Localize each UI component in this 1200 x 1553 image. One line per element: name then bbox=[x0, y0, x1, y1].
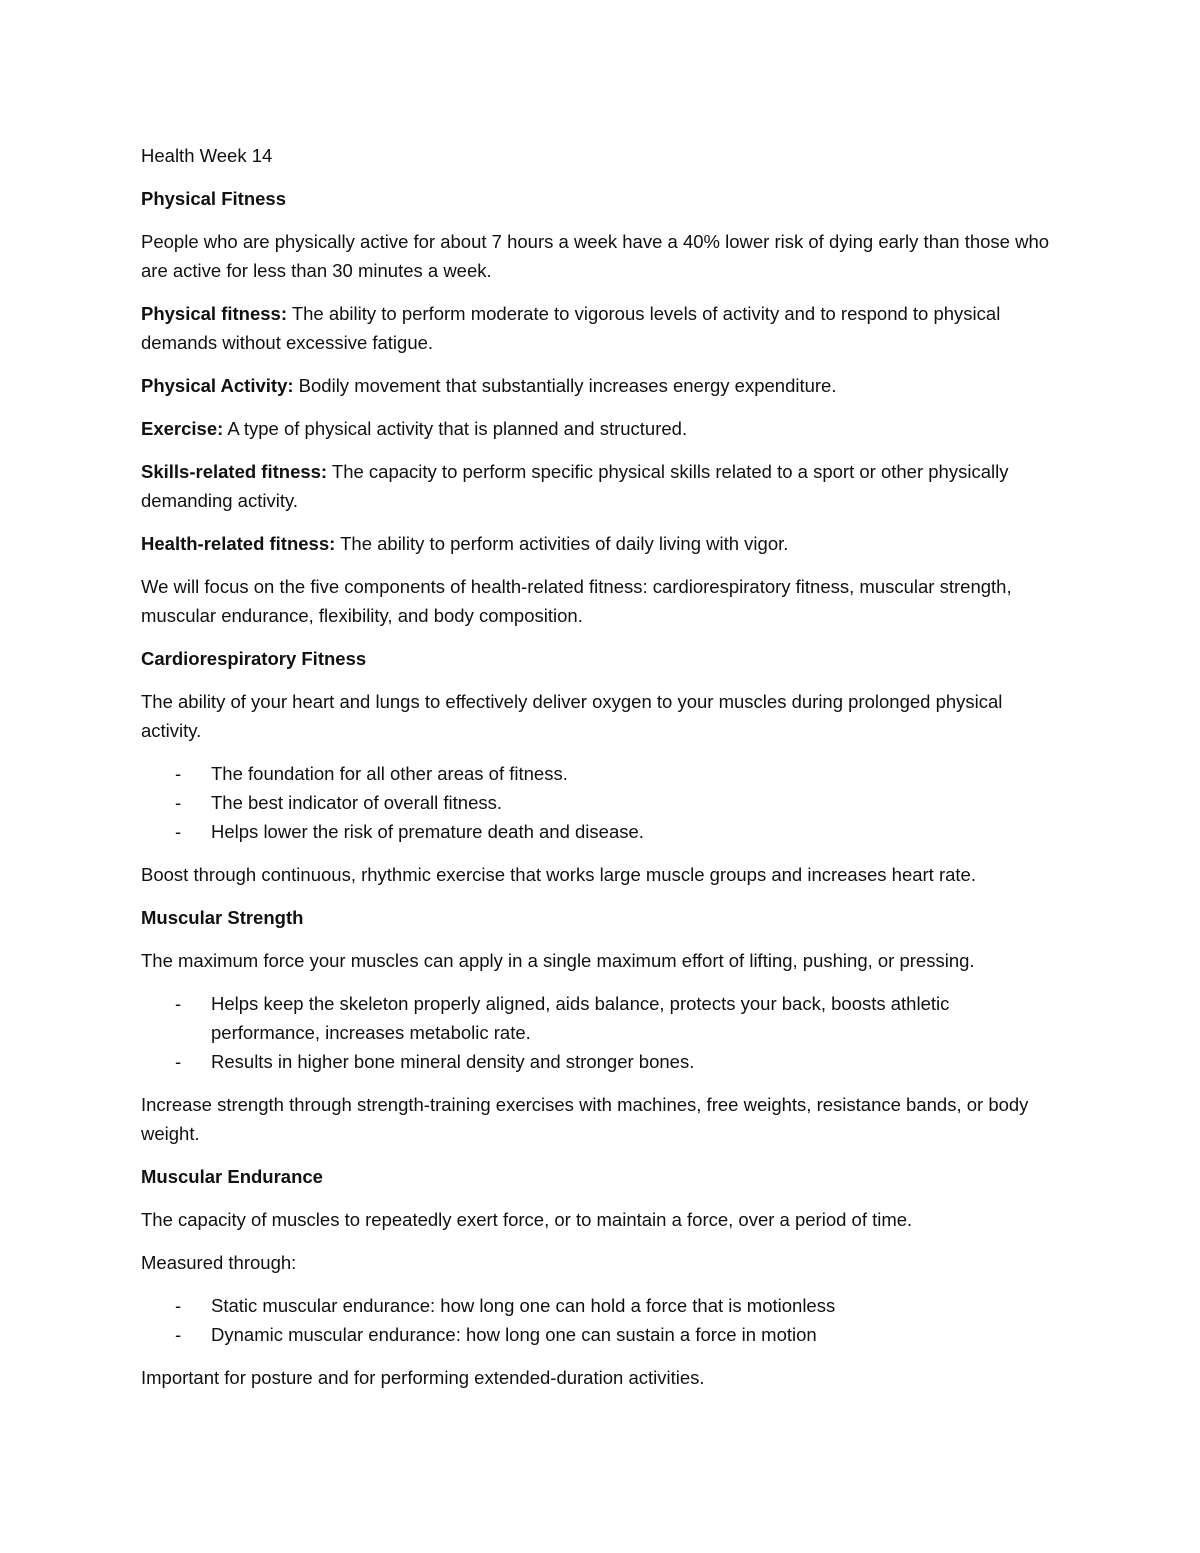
list-item-text: Results in higher bone mineral density and stronger bones. bbox=[211, 1051, 695, 1072]
heading-muscular-strength: Muscular Strength bbox=[141, 907, 304, 928]
definition-text: The capacity to perform specific physical skills related to a sport or other physically demanding activity. bbox=[141, 461, 1009, 511]
list-item bbox=[141, 1291, 1060, 1320]
paragraph-five-components: We will focus on the five components of health-related fitness: cardiorespiratory fitness, muscular strength, muscular endurance, flexibility, and body composition. bbox=[141, 576, 1012, 626]
document-title: Health Week 14 bbox=[141, 145, 273, 166]
heading-cardiorespiratory-fitness: Cardiorespiratory Fitness bbox=[141, 648, 367, 669]
dash-bullet: - bbox=[175, 1324, 182, 1345]
definition-term: Skills-related fitness: bbox=[141, 461, 328, 482]
list-muscular-strength-benefits bbox=[141, 989, 1060, 1076]
definition-text: A type of physical activity that is planned and structured. bbox=[223, 418, 688, 439]
list-item bbox=[141, 788, 1060, 817]
dash-bullet: - bbox=[175, 821, 182, 842]
definition-term: Exercise: bbox=[141, 418, 224, 439]
paragraph-muscular-endurance-definition: The capacity of muscles to repeatedly exert force, or to maintain a force, over a period of time. bbox=[141, 1209, 913, 1230]
list-cardiorespiratory-benefits bbox=[141, 759, 1060, 846]
list-item bbox=[141, 1047, 1060, 1076]
definition-text: Bodily movement that substantially increases energy expenditure. bbox=[293, 375, 837, 396]
paragraph-measured-through: Measured through: bbox=[141, 1252, 297, 1273]
list-item-text: The best indicator of overall fitness. bbox=[211, 792, 503, 813]
paragraph-cardiorespiratory-definition: The ability of your heart and lungs to effectively deliver oxygen to your muscles during prolonged physical activity. bbox=[141, 691, 1003, 741]
definition-health-related-fitness bbox=[141, 529, 1060, 558]
list-item bbox=[141, 817, 1060, 846]
definition-physical-fitness bbox=[141, 299, 1060, 357]
definition-physical-activity bbox=[141, 371, 1060, 400]
paragraph-muscular-strength-increase: Increase strength through strength-training exercises with machines, free weights, resistance bands, or body weight. bbox=[141, 1094, 1029, 1144]
definition-text: The ability to perform activities of daily living with vigor. bbox=[335, 533, 789, 554]
dash-bullet: - bbox=[175, 1051, 182, 1072]
definition-term: Physical Activity: bbox=[141, 375, 294, 396]
list-muscular-endurance-measures bbox=[141, 1291, 1060, 1349]
definition-term: Physical fitness: bbox=[141, 303, 288, 324]
paragraph-muscular-strength-definition: The maximum force your muscles can apply in a single maximum effort of lifting, pushing, or pressing. bbox=[141, 950, 975, 971]
list-item-text: Helps lower the risk of premature death and disease. bbox=[211, 821, 644, 842]
list-item-text: The foundation for all other areas of fitness. bbox=[211, 763, 568, 784]
definition-exercise bbox=[141, 414, 1060, 443]
list-item bbox=[141, 759, 1060, 788]
dash-bullet: - bbox=[175, 763, 182, 784]
definition-text: The ability to perform moderate to vigorous levels of activity and to respond to physical demands without excessive fatigue. bbox=[141, 303, 1001, 353]
dash-bullet: - bbox=[175, 993, 182, 1014]
list-item bbox=[141, 1320, 1060, 1349]
list-item-text: Dynamic muscular endurance: how long one can sustain a force in motion bbox=[211, 1324, 817, 1345]
paragraph-cardiorespiratory-boost: Boost through continuous, rhythmic exercise that works large muscle groups and increases heart rate. bbox=[141, 864, 976, 885]
paragraph-activity-intro: People who are physically active for about 7 hours a week have a 40% lower risk of dying early than those who are active for less than 30 minutes a week. bbox=[141, 231, 1050, 281]
list-item-text: Helps keep the skeleton properly aligned, aids balance, protects your back, boosts athletic performance, increases metabolic rate. bbox=[211, 993, 950, 1043]
paragraph-muscular-endurance-importance: Important for posture and for performing extended-duration activities. bbox=[141, 1367, 705, 1388]
list-item bbox=[141, 989, 1060, 1047]
definition-term: Health-related fitness: bbox=[141, 533, 336, 554]
heading-physical-fitness: Physical Fitness bbox=[141, 188, 286, 209]
dash-bullet: - bbox=[175, 1295, 182, 1316]
definition-skills-related-fitness bbox=[141, 457, 1060, 515]
heading-muscular-endurance: Muscular Endurance bbox=[141, 1166, 323, 1187]
dash-bullet: - bbox=[175, 792, 182, 813]
list-item-text: Static muscular endurance: how long one can hold a force that is motionless bbox=[211, 1295, 836, 1316]
